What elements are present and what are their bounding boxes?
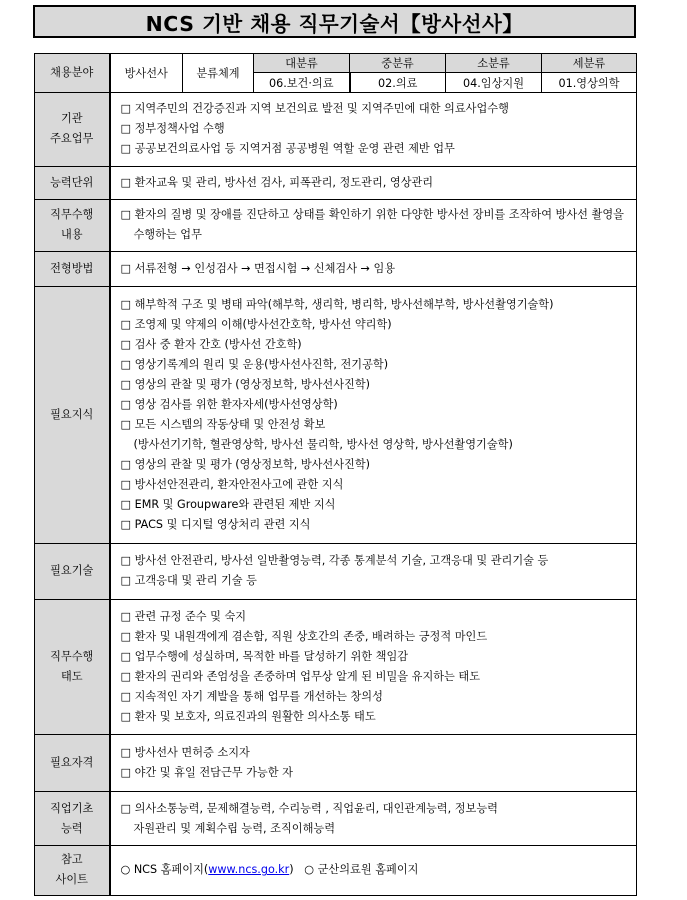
basic-competency-label xyxy=(35,792,110,845)
knowledge-line: □ 조영제 및 약제의 이해(방사선간호학, 방사선 약리학) xyxy=(120,318,392,332)
ncs-prefix: ○ NCS 홈페이지( xyxy=(120,863,209,877)
reference-content xyxy=(110,845,637,895)
process-label: 전형방법 xyxy=(35,251,110,286)
minor-category-header: 소분류 xyxy=(446,54,542,73)
field-label: 채용분야 xyxy=(35,54,110,93)
major-category-value: 06.보건·의료 xyxy=(254,73,350,93)
knowledge-line: □ 영상의 관찰 및 평가 (영상정보학, 방사선사진학) xyxy=(120,378,371,392)
knowledge-line: □ 영상의 관찰 및 평가 (영상정보학, 방사선사진학) xyxy=(120,458,371,472)
field-value: 방사선사 xyxy=(110,54,183,93)
middle-category-value: 02.의료 xyxy=(350,73,446,93)
main-duties-label xyxy=(35,93,110,166)
attitude-label-text: 직무수행 태도 xyxy=(50,649,94,683)
attitude-line: □ 지속적인 자기 계발을 통해 업무를 개선하는 창의성 xyxy=(120,689,383,703)
competency-units-line: □ 환자교육 및 관리, 방사선 검사, 피폭관리, 정도관리, 영상관리 xyxy=(120,175,434,189)
attitude-line: □ 관련 규정 준수 및 숙지 xyxy=(120,609,247,623)
attitude-content xyxy=(110,599,637,735)
main-duties-line: □ 공공보건의료사업 등 지역거점 공공병원 역할 운영 관련 제반 업무 xyxy=(120,142,455,156)
skills-line: □ 고객응대 및 관리 기술 등 xyxy=(120,574,257,588)
knowledge-line: □ 검사 중 환자 간호 (방사선 간호학) xyxy=(120,338,302,352)
knowledge-line: □ EMR 및 Groupware와 관련된 제반 지식 xyxy=(120,498,336,512)
job-content-label xyxy=(35,199,110,251)
job-content-line: □ 환자의 질병 및 장애를 진단하고 상태를 확인하기 위한 다양한 방사선 장비를 조작하여 방사선 촬영을 수행하는 업무 xyxy=(120,208,624,242)
basic-competency-line: 자원관리 및 계획수립 능력, 조직이해능력 xyxy=(133,821,336,835)
main-duties-line: □ 정부정책사업 수행 xyxy=(120,122,225,136)
knowledge-line: □ 해부학적 구조 및 병태 파악(해부학, 생리학, 병리학, 방사선해부학, 방사선촬영기술학) xyxy=(120,298,554,312)
qualifications-line: □ 야간 및 휴일 전담근무 가능한 자 xyxy=(120,766,293,780)
job-content-content xyxy=(110,199,637,251)
knowledge-line: □ 방사선안전관리, 환자안전사고에 관한 지식 xyxy=(120,478,344,492)
qualifications-content xyxy=(110,735,637,792)
ncs-homepage-link[interactable]: www.ncs.go.kr xyxy=(208,863,290,877)
knowledge-line: □ PACS 및 디지털 영상처리 관련 지식 xyxy=(120,518,311,532)
knowledge-line: □ 모든 시스템의 작동상태 및 안전성 확보 xyxy=(120,418,326,432)
knowledge-line: (방사선기기학, 혈관영상학, 방사선 물리학, 방사선 영상학, 방사선촬영기술학) xyxy=(133,438,513,452)
gunsan-homepage-text: ○ 군산의료원 홈페이지 xyxy=(304,863,419,877)
ncs-suffix: ) xyxy=(289,863,294,877)
skills-line: □ 방사선 안전관리, 방사선 일반촬영능력, 각종 통계분석 기술, 고객응대 및 관리기술 등 xyxy=(120,554,549,568)
detail-category-header: 세분류 xyxy=(542,54,637,73)
major-category-header: 대분류 xyxy=(254,54,350,73)
skills-label: 필요기술 xyxy=(35,544,110,599)
competency-units-label: 능력단위 xyxy=(35,166,110,199)
reference-label xyxy=(35,845,110,895)
process-line: □ 서류전형 → 인성검사 → 면접시험 → 신체검사 → 임용 xyxy=(120,261,396,275)
main-duties-label-text: 기관 주요업무 xyxy=(50,112,94,146)
system-label: 분류체계 xyxy=(183,54,254,93)
job-description-table xyxy=(34,53,637,896)
middle-category-header: 중분류 xyxy=(350,54,446,73)
knowledge-label: 필요지식 xyxy=(35,287,110,544)
document-title: NCS 기반 채용 직무기술서【방사선사】 xyxy=(33,5,636,38)
basic-competency-line: □ 의사소통능력, 문제해결능력, 수리능력 , 직업윤리, 대인관계능력, 정보능력 xyxy=(120,801,498,815)
attitude-line: □ 환자 및 내원객에게 겸손함, 직원 상호간의 존중, 배려하는 긍정적 마인드 xyxy=(120,629,488,643)
attitude-line: □ 환자의 권리와 존엄성을 존중하며 업무상 알게 된 비밀을 유지하는 태도 xyxy=(120,669,481,683)
detail-category-value: 01.영상의학 xyxy=(542,73,637,93)
basic-competency-label-text: 직업기초 능력 xyxy=(50,801,94,835)
knowledge-line: □ 영상 검사를 위한 환자자세(방사선영상학) xyxy=(120,398,338,412)
minor-category-value: 04.임상지원 xyxy=(446,73,542,93)
job-content-label-text: 직무수행 내용 xyxy=(50,208,94,242)
main-duties-content xyxy=(110,93,637,166)
reference-line xyxy=(121,860,631,880)
attitude-line: □ 환자 및 보호자, 의료진과의 원활한 의사소통 태도 xyxy=(120,709,376,723)
basic-competency-content xyxy=(110,792,637,845)
qualifications-line: □ 방사선사 면허증 소지자 xyxy=(120,746,250,760)
qualifications-label: 필요자격 xyxy=(35,735,110,792)
reference-label-text: 참고 사이트 xyxy=(55,853,88,887)
knowledge-line: □ 영상기록계의 원리 및 운용(방사선사진학, 전기공학) xyxy=(120,358,389,372)
skills-content xyxy=(110,544,637,599)
attitude-line: □ 업무수행에 성실하며, 목적한 바를 달성하기 위한 책임감 xyxy=(120,649,409,663)
attitude-label xyxy=(35,599,110,735)
knowledge-content xyxy=(110,287,637,544)
competency-units-content xyxy=(110,166,637,199)
process-content xyxy=(110,251,637,286)
main-duties-line: □ 지역주민의 건강증진과 지역 보건의료 발전 및 지역주민에 대한 의료사업수행 xyxy=(120,102,509,116)
